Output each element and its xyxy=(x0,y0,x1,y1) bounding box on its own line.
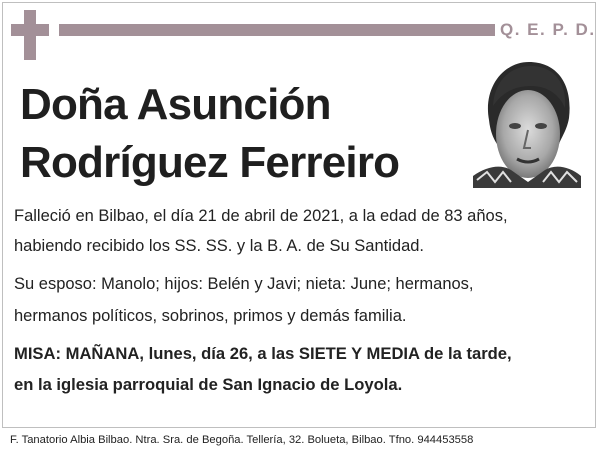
death-notice-line1: Falleció en Bilbao, el día 21 de abril de 2021, a la edad de 83 años, xyxy=(14,207,508,225)
deceased-name-line1: Doña Asunción xyxy=(20,80,331,129)
death-notice-line2: habiendo recibido los SS. SS. y la B. A. de Su Santidad. xyxy=(14,237,425,255)
mass-announcement-line2: en la iglesia parroquial de San Ignacio de Loyola. xyxy=(14,375,403,394)
family-line2: hermanos políticos, sobrinos, primos y demás familia. xyxy=(14,307,407,325)
deceased-name-line2: Rodríguez Ferreiro xyxy=(20,138,400,187)
deceased-portrait-photo xyxy=(473,58,581,188)
qepd-label: Q. E. P. D. xyxy=(500,20,596,39)
mass-announcement-line1: MISA: MAÑANA, lunes, día 26, a las SIETE Y MEDIA de la tarde, xyxy=(14,344,512,363)
funeral-home-footer: F. Tanatorio Albia Bilbao. Ntra. Sra. de Begoña. Tellería, 32. Bolueta, Bilbao. Tfno. 944453558 xyxy=(10,434,474,446)
cross-horizontal-bar xyxy=(11,24,49,36)
header-divider-bar xyxy=(59,24,495,36)
family-line1: Su esposo: Manolo; hijos: Belén y Javi; nieta: June; hermanos, xyxy=(14,275,474,293)
